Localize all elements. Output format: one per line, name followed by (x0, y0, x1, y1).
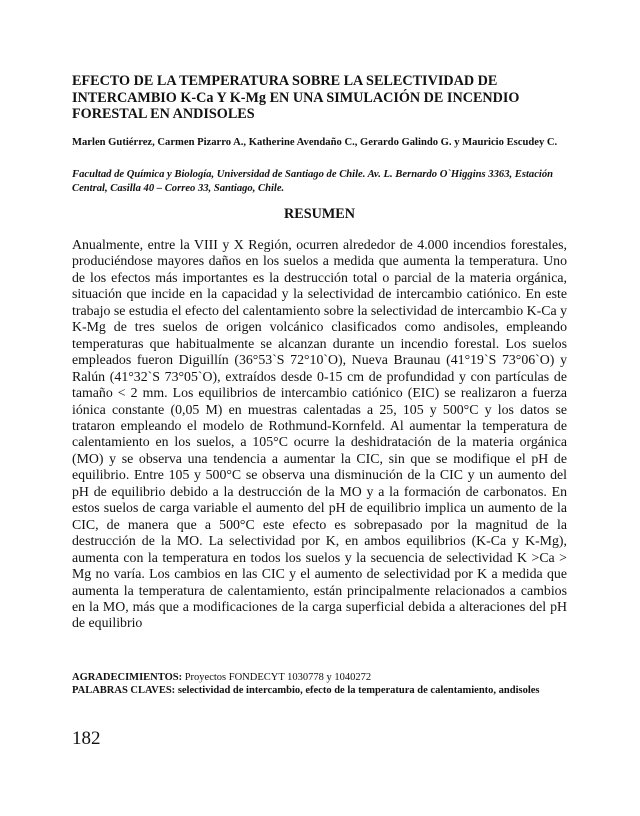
keywords (72, 684, 542, 697)
acknowledgements (72, 671, 572, 684)
page-number: 182 (72, 728, 101, 749)
author-list: Marlen Gutiérrez, Carmen Pizarro A., Katherine Avendaño C., Gerardo Galindo G. y Mauricio Escudey C. (72, 137, 558, 148)
abstract-text: Anualmente, entre la VIII y X Región, ocurren alrededor de 4.000 incendios forestales, produciéndose mayores daños en los suelos a medida que aumenta la temperatura. Uno de los efectos más importantes es la destrucción total o parcial de la materia orgánica, situación que incide en la capacidad y la selectividad de intercambio catiónico. En este trabajo se estudia el efecto del calentamiento sobre la selectividad de intercambio K-Ca y K-Mg de tres suelos de origen volcánico clasificados como andisoles, empleando temperaturas que habitualmente se alcanzan durante un incendio forestal. Los suelos empleados fueron Diguillín (36°53`S 72°10`O), Nueva Braunau (41°19`S 73°06`O) y Ralún (41°32`S 73°05`O), extraídos desde 0-15 cm de profundidad y con partículas de tamaño < 2 mm. Los equilibrios de intercambio catiónico (EIC) se realizaron a fuerza iónica constante (0,05 M) en muestras calentadas a 25, 105 y 500°C y los datos se trataron empleando el modelo de Rothmund-Kornfeld. Al aumentar la temperatura de calentamiento en los suelos, a 105°C ocurre la deshidratación de la materia orgánica (MO) y se observa una tendencia a aumentar la CIC, sin que se modifique el pH de equilibrio. Entre 105 y 500°C se observa una disminución de la CIC y un aumento del pH de equilibrio debido a la destrucción de la MO y a la formación de carbonatos. En estos suelos de carga variable el aumento del pH de equilibrio implica un aumento de la CIC, de manera que a 500°C este efecto es sobrepasado por la magnitud de la destrucción de la MO. La selectividad por K, en ambos equilibrios (K-Ca y K-Mg), aumenta con la temperatura en todos los suelos y la secuencia de selectividad K >Ca > Mg no varía. Los cambios en las CIC y el aumento de selectividad por K a medida que aumenta la temperatura de calentamiento, están principalmente relacionados a cambios en la MO, más que a modificaciones de la carga superficial debida a alteraciones del pH de equilibrio (72, 237, 567, 631)
acknowledgements-label: AGRADECIMIENTOS: (72, 672, 183, 683)
section-heading: RESUMEN (284, 206, 355, 222)
paper-title: EFECTO DE LA TEMPERATURA SOBRE LA SELECTIVIDAD DE INTERCAMBIO K-Ca Y K-Mg EN UNA SIMULACIÓN DE INCENDIO FORESTAL EN ANDISOLES (72, 73, 520, 123)
affiliation: Facultad de Química y Biología, Universidad de Santiago de Chile. Av. L. Bernardo O`Higgins 3363, Estación Central, Casilla 40 – Correo 33, Santiago, Chile. (72, 169, 554, 194)
acknowledgements-text: Proyectos FONDECYT 1030778 y 1040272 (182, 672, 372, 683)
keywords-text: selectividad de intercambio, efecto de la temperatura de calentamiento, andisoles (175, 685, 540, 696)
keywords-label: PALABRAS CLAVES: (72, 685, 176, 696)
